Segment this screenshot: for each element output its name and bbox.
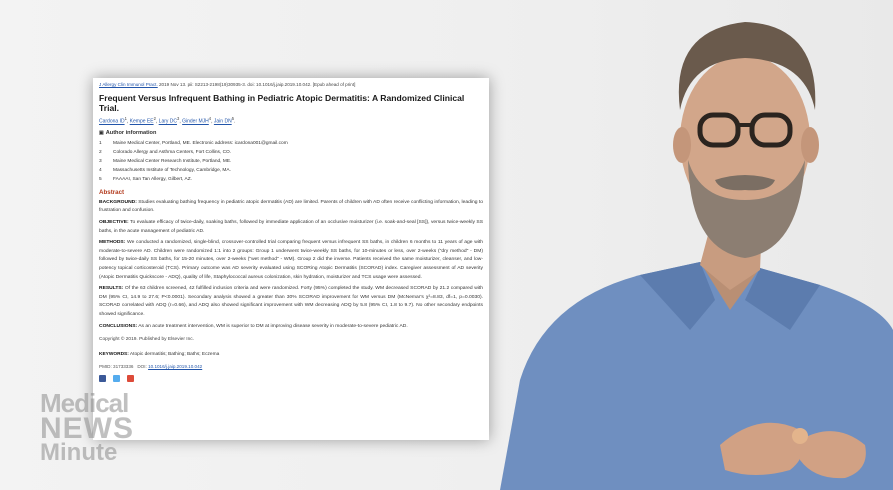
affiliation-item: 1 Maine Medical Center, Portland, ME. Electronic address: icardona001@gmail.com xyxy=(99,140,288,146)
author-link[interactable]: Cardona ID xyxy=(99,118,125,125)
author-link[interactable]: Kempe EE xyxy=(129,118,154,125)
abstract-results: RESULTS: Of the 63 children screened, 42 fulfilled inclusion criteria and were randomized. Forty (95%) completed the study. WM decreased SCORAD by 21.2 compared with DM (95% CI, 14.9 to 27.6; P<0.0001). Secondary analysis showed a greater than 30% SCORAD improvement for WM versus DM (McNemar's χ²=8.83, df=1, p=0.0030). SCORAD correlated with ADQ (r=0.66), and ADQ also showed significant improvement with WM decreasing ADQ by 5.8 (95% CI, 1.8 to 9.7). No other secondary endpoints showed significance. xyxy=(99,286,483,317)
expand-triangle-icon: ▣ xyxy=(99,129,104,136)
identifier-line: PMID: 31733336 DOI: 10.1016/j.jaip.2019.10.042 xyxy=(99,364,203,370)
abstract-conclusions: CONCLUSIONS: As an acute treatment intervention, WM is superior to DM at improving disease severity in moderate-to-severe pediatric AD. xyxy=(99,323,408,329)
doi-link[interactable]: 10.1016/j.jaip.2019.10.042 xyxy=(148,364,203,370)
abstract-objective: OBJECTIVE: To evaluate efficacy of twice-daily, soaking baths, followed by immediate application of an occlusive moisturizer (i.e. soak-and-seal [SS]), versus twice-weekly SS baths, in the acute management of pediatric AD. xyxy=(99,219,483,234)
abstract-heading: Abstract xyxy=(99,188,125,196)
article-title: Frequent Versus Infrequent Bathing in Pediatric Atopic Dermatitis: A Randomized Clinical Trial. xyxy=(99,92,465,113)
copyright-line: Copyright © 2019. Published by Elsevier Inc. xyxy=(99,337,194,343)
abstract-background: BACKGROUND: Studies evaluating bathing frequency in pediatric atopic dermatitis (AD) are limited. Parents of children with AD often receive conflicting information, leading to frustration and confusion. xyxy=(99,199,483,214)
affiliation-item: 3 Maine Medical Center Research Institute, Portland, ME. xyxy=(99,158,232,164)
author-list: Cardona $ID^1$, Kempe $EE^2$, Lary $DC^3$, Ginder MJH$^4$, Jain $DN^5$. xyxy=(99,116,236,125)
keywords-line: KEYWORDS: Atopic dermatitis; Bathing; Baths; Eczema xyxy=(99,352,220,358)
citation-details: 2019 Nov 13. pii: S2213-2198(19)30935-3. doi: 10.1016/j.jaip.2019.10.042. [Epub ahead of print] xyxy=(157,82,356,87)
author-information-toggle[interactable]: ▣ Author information xyxy=(99,129,157,136)
author-link[interactable]: Lary DC xyxy=(158,118,178,125)
medical-news-minute-watermark: Medical NEWS Minute xyxy=(40,388,134,467)
affiliation-item: 2 Colorado Allergy and Asthma Centers, Fort Collins, CO. xyxy=(99,149,232,155)
abstract-methods: METHODS: We conducted a randomized, single-blind, crossover-controlled trial comparing frequent versus infrequent SS baths, in children 6 months to 11 years of age with moderate-to-severe AD. Children were randomized 1:1 into 2 groups: Group 1 underwent twice-weekly SS baths, for 10-minutes or less, over 2-weeks ("dry method" - DM) followed by twice-daily SS baths, for 15-20 minutes, over 2-weeks ("wet method" - WM). Group 2 did the inverse. Patients received the same moisturizer, cleanser, and low-potency topical corticosteroid (TCS). Primary outcome was AD severity evaluated using SCORing Atopic Dermatitis (SCORAD) index. Caregiver assessment of AD severity (Atopic Dermatitis Quickscore - ADQ), quality of life, Staphylococcal aureus colonization, skin hydration, moisturizer and TCS usage were assessed. xyxy=(99,240,483,280)
affiliation-item: 4 Massachusetts Institute of Technology, Cambridge, MA. xyxy=(99,167,231,173)
affiliation-item: 5 FAAAAI, San Tan Allergy, Gilbert, AZ. xyxy=(99,176,193,182)
author-link[interactable]: Ginder MJH xyxy=(182,118,209,125)
journal-link[interactable]: J Allergy Clin Immunol Pract. xyxy=(99,82,158,87)
author-link[interactable]: Jain DN xyxy=(213,118,232,125)
